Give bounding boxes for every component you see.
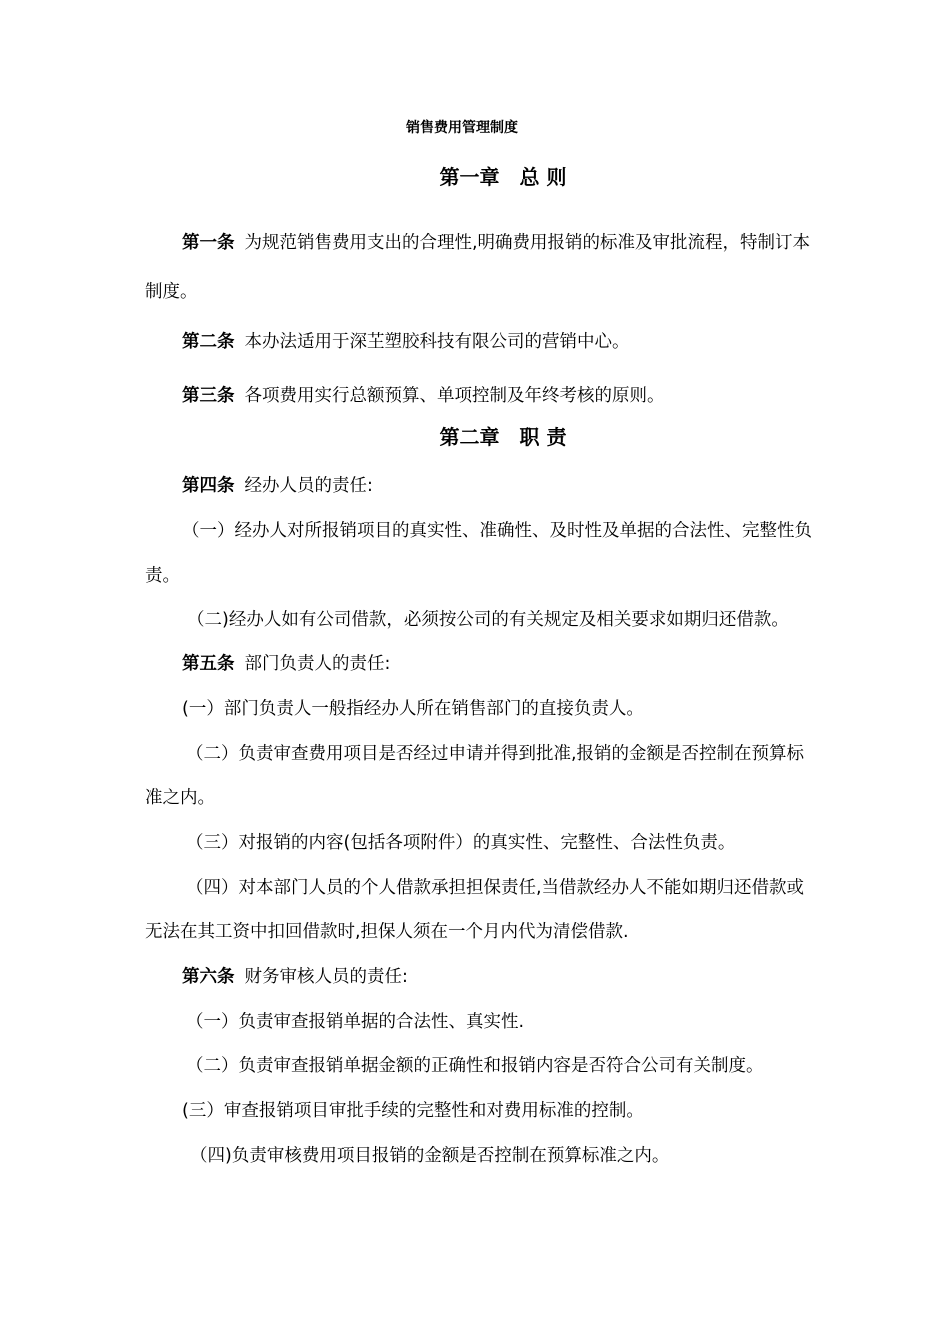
article-1 bbox=[182, 230, 810, 256]
article-5-item-2-continuation: 准之内。 bbox=[145, 788, 215, 808]
article-2-label: 第二条 bbox=[182, 332, 235, 352]
article-5-item-2: （二）负责审查费用项目是否经过申请并得到批准,报销的金额是否控制在预算标 bbox=[186, 744, 805, 764]
article-4-item-2: （二)经办人如有公司借款，必须按公司的有关规定及相关要求如期归还借款。 bbox=[187, 610, 789, 630]
article-3-text: 各项费用实行总额预算、单项控制及年终考核的原则。 bbox=[244, 386, 665, 406]
article-3-label: 第三条 bbox=[182, 386, 235, 406]
article-3 bbox=[182, 383, 665, 409]
chapter-1-heading: 第一章 总 则 bbox=[439, 165, 567, 189]
article-5-item-1: (一）部门负责人一般指经办人所在销售部门的直接负责人。 bbox=[182, 699, 644, 719]
article-1-text: 为规范销售费用支出的合理性,明确费用报销的标准及审批流程，特制订本 bbox=[244, 233, 811, 253]
article-5-item-4-continuation: 无法在其工资中扣回借款时,担保人须在一个月内代为清偿借款. bbox=[145, 922, 629, 942]
article-5-label: 第五条 bbox=[182, 654, 235, 674]
article-6-item-1: （一）负责审查报销单据的合法性、真实性. bbox=[186, 1012, 525, 1032]
article-6 bbox=[182, 964, 408, 990]
article-4-item-1: （一）经办人对所报销项目的真实性、准确性、及时性及单据的合法性、完整性负 bbox=[182, 521, 812, 541]
article-6-label: 第六条 bbox=[182, 967, 235, 987]
article-6-item-2: （二）负责审查报销单据金额的正确性和报销内容是否符合公司有关制度。 bbox=[186, 1056, 764, 1076]
article-6-item-3: (三）审查报销项目审批手续的完整性和对费用标准的控制。 bbox=[182, 1101, 644, 1121]
article-1-label: 第一条 bbox=[182, 233, 235, 253]
article-6-item-4: （四)负责审核费用项目报销的金额是否控制在预算标准之内。 bbox=[190, 1146, 670, 1166]
article-4-text: 经办人员的责任: bbox=[244, 476, 373, 496]
chapter-2-heading: 第二章 职 责 bbox=[439, 425, 567, 449]
article-4-label: 第四条 bbox=[182, 476, 235, 496]
article-1-continuation: 制度。 bbox=[145, 282, 198, 302]
article-5 bbox=[182, 651, 390, 677]
article-6-text: 财务审核人员的责任: bbox=[244, 967, 408, 987]
article-5-item-3: （三）对报销的内容(包括各项附件）的真实性、完整性、合法性负责。 bbox=[186, 833, 736, 853]
article-4 bbox=[182, 473, 373, 499]
article-2-text: 本办法适用于深芏塑胶科技有限公司的营销中心。 bbox=[244, 332, 630, 352]
article-5-item-4: （四）对本部门人员的个人借款承担担保责任,当借款经办人不能如期归还借款或 bbox=[186, 878, 805, 898]
document-title: 销售费用管理制度 bbox=[406, 120, 518, 136]
article-4-item-1-continuation: 责。 bbox=[145, 566, 180, 586]
article-5-text: 部门负责人的责任: bbox=[244, 654, 391, 674]
article-2 bbox=[182, 329, 630, 355]
